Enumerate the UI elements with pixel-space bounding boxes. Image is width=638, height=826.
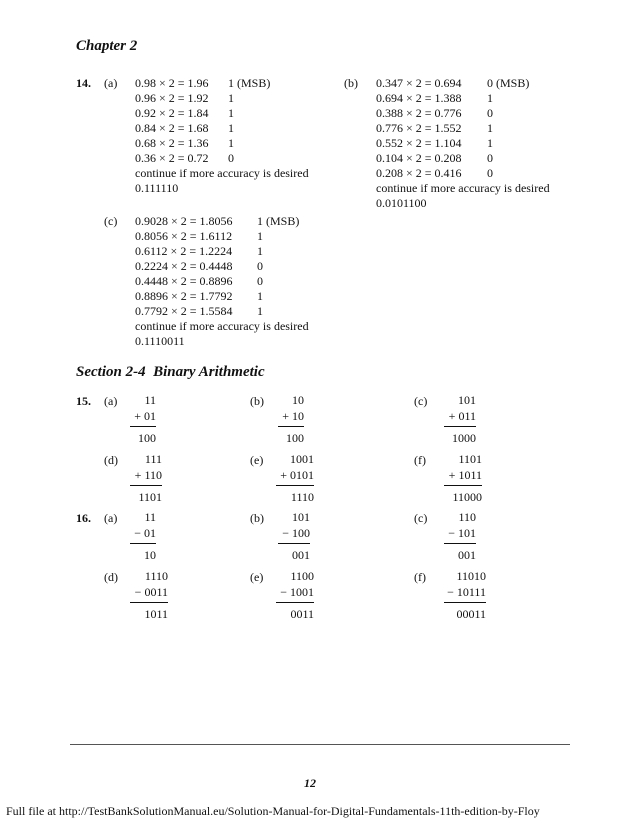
q14c-bit-4: 0 xyxy=(257,259,263,273)
q16-d-label: (d) xyxy=(104,570,118,584)
q16-c-result: 001 xyxy=(444,543,476,563)
q14a-eq-2: 0.96 × 2 = 1.92 xyxy=(135,91,209,105)
q16-e-operand: − 1001 xyxy=(280,585,314,599)
q16-f-sum xyxy=(444,568,486,622)
question-number-14: 14. xyxy=(76,76,91,90)
q14a-bit-6: 0 xyxy=(228,151,234,165)
q15-e-operand: + 0101 xyxy=(280,468,314,482)
q16-b-label: (b) xyxy=(250,511,264,525)
q14c-bit-2: 1 xyxy=(257,229,263,243)
q14b-bit-6: 0 xyxy=(487,151,493,165)
q16-b-top: 101 xyxy=(292,510,310,524)
q14b-bit-3: 0 xyxy=(487,106,493,120)
q14c-bit-5: 0 xyxy=(257,274,263,288)
q16-d-sum xyxy=(130,568,168,622)
q15-a-sum xyxy=(130,392,156,446)
q15-b-label: (b) xyxy=(250,394,264,408)
q16-c-label: (c) xyxy=(414,511,428,525)
q16-b-operand: − 100 xyxy=(282,526,310,540)
q14b-eq-6: 0.104 × 2 = 0.208 xyxy=(376,151,462,165)
q14a-eq-4: 0.84 × 2 = 1.68 xyxy=(135,121,209,135)
q16-b-sum xyxy=(278,509,310,563)
q14-part-a-label: (a) xyxy=(104,76,118,90)
q14b-bit-1: 0 (MSB) xyxy=(487,76,530,90)
q14c-eq-4: 0.2224 × 2 = 0.4448 xyxy=(135,259,233,273)
q14a-bit-3: 1 xyxy=(228,106,234,120)
q15-e-label: (e) xyxy=(250,453,264,467)
q15-f-operand: + 1011 xyxy=(448,468,482,482)
q14a-bit-5: 1 xyxy=(228,136,234,150)
q14b-bit-4: 1 xyxy=(487,121,493,135)
q14c-note: continue if more accuracy is desired xyxy=(135,319,309,333)
q14c-eq-7: 0.7792 × 2 = 1.5584 xyxy=(135,304,233,318)
q14c-bit-3: 1 xyxy=(257,244,263,258)
question-number-16: 16. xyxy=(76,511,91,525)
q14a-eq-6: 0.36 × 2 = 0.72 xyxy=(135,151,209,165)
q16-c-top: 110 xyxy=(458,510,476,524)
q16-a-operand: − 01 xyxy=(134,526,156,540)
q16-a-top: 11 xyxy=(144,510,156,524)
q14a-note: continue if more accuracy is desired xyxy=(135,166,309,180)
q14b-note: continue if more accuracy is desired xyxy=(376,181,550,195)
q15-f-top: 1101 xyxy=(458,452,482,466)
q15-a-operand: + 01 xyxy=(134,409,156,423)
q15-f-result: 11000 xyxy=(444,485,482,505)
q14c-eq-1: 0.9028 × 2 = 1.8056 xyxy=(135,214,233,228)
q14c-eq-5: 0.4448 × 2 = 0.8896 xyxy=(135,274,233,288)
q14a-bit-4: 1 xyxy=(228,121,234,135)
q16-c-operand: − 101 xyxy=(448,526,476,540)
q15-c-top: 101 xyxy=(458,393,476,407)
question-number-15: 15. xyxy=(76,394,91,408)
q15-f-label: (f) xyxy=(414,453,426,467)
footer-divider xyxy=(70,744,570,745)
q14b-eq-2: 0.694 × 2 = 1.388 xyxy=(376,91,462,105)
q15-e-result: 1110 xyxy=(276,485,314,505)
q14c-eq-2: 0.8056 × 2 = 1.6112 xyxy=(135,229,233,243)
q16-a-label: (a) xyxy=(104,511,118,525)
q14a-eq-5: 0.68 × 2 = 1.36 xyxy=(135,136,209,150)
q15-c-label: (c) xyxy=(414,394,428,408)
q16-f-result: 00011 xyxy=(444,602,486,622)
q15-e-top: 1001 xyxy=(290,452,314,466)
q15-c-sum xyxy=(444,392,476,446)
footer-source-link[interactable]: Full file at http://TestBankSolutionManual.eu/Solution-Manual-for-Digital-Fundamentals-11th-edition-by-Floy xyxy=(6,804,540,818)
q16-e-label: (e) xyxy=(250,570,264,584)
q16-d-result: 1011 xyxy=(130,602,168,622)
q16-e-result: 0011 xyxy=(276,602,314,622)
q15-e-sum xyxy=(276,451,314,505)
q14b-bit-5: 1 xyxy=(487,136,493,150)
q15-b-top: 10 xyxy=(292,393,304,407)
q14b-eq-1: 0.347 × 2 = 0.694 xyxy=(376,76,462,90)
q15-a-top: 11 xyxy=(144,393,156,407)
q14b-eq-7: 0.208 × 2 = 0.416 xyxy=(376,166,462,180)
q14b-eq-4: 0.776 × 2 = 1.552 xyxy=(376,121,462,135)
q14b-bit-7: 0 xyxy=(487,166,493,180)
q14a-eq-3: 0.92 × 2 = 1.84 xyxy=(135,106,209,120)
q15-a-result: 100 xyxy=(130,426,156,446)
q14c-eq-3: 0.6112 × 2 = 1.2224 xyxy=(135,244,233,258)
q15-d-operand: + 110 xyxy=(134,468,162,482)
q14b-eq-3: 0.388 × 2 = 0.776 xyxy=(376,106,462,120)
q14c-eq-6: 0.8896 × 2 = 1.7792 xyxy=(135,289,233,303)
q15-d-sum xyxy=(130,451,162,505)
q15-d-result: 1101 xyxy=(130,485,162,505)
q14a-eq-1: 0.98 × 2 = 1.96 xyxy=(135,76,209,90)
q14c-bit-7: 1 xyxy=(257,304,263,318)
q15-f-sum xyxy=(444,451,482,505)
q15-d-label: (d) xyxy=(104,453,118,467)
q14c-result: 0.1110011 xyxy=(135,334,185,348)
q16-e-sum xyxy=(276,568,314,622)
q15-b-operand: + 10 xyxy=(282,409,304,423)
page-number: 12 xyxy=(304,776,316,790)
q16-f-label: (f) xyxy=(414,570,426,584)
q14a-result: 0.111110 xyxy=(135,181,179,195)
q14b-eq-5: 0.552 × 2 = 1.104 xyxy=(376,136,462,150)
q14c-bit-1: 1 (MSB) xyxy=(257,214,300,228)
q16-c-sum xyxy=(444,509,476,563)
q16-a-result: 10 xyxy=(130,543,156,563)
q15-b-result: 100 xyxy=(278,426,304,446)
section-title: Section 2-4 Binary Arithmetic xyxy=(76,364,265,380)
q15-b-sum xyxy=(278,392,304,446)
chapter-title: Chapter 2 xyxy=(76,38,138,54)
q16-d-operand: − 0011 xyxy=(134,585,168,599)
q15-c-operand: + 011 xyxy=(448,409,476,423)
q16-d-top: 1110 xyxy=(144,569,168,583)
q16-b-result: 001 xyxy=(278,543,310,563)
q16-e-top: 1100 xyxy=(290,569,314,583)
q14b-bit-2: 1 xyxy=(487,91,493,105)
q14a-bit-2: 1 xyxy=(228,91,234,105)
q15-d-top: 111 xyxy=(144,452,162,466)
q15-c-result: 1000 xyxy=(444,426,476,446)
q16-f-top: 11010 xyxy=(456,569,486,583)
q15-a-label: (a) xyxy=(104,394,118,408)
q14-part-b-label: (b) xyxy=(344,76,358,90)
q14a-bit-1: 1 (MSB) xyxy=(228,76,271,90)
q14c-bit-6: 1 xyxy=(257,289,263,303)
q14-part-c-label: (c) xyxy=(104,214,118,228)
q16-a-sum xyxy=(130,509,156,563)
q16-f-operand: − 10111 xyxy=(447,585,486,599)
q14b-result: 0.0101100 xyxy=(376,196,427,210)
